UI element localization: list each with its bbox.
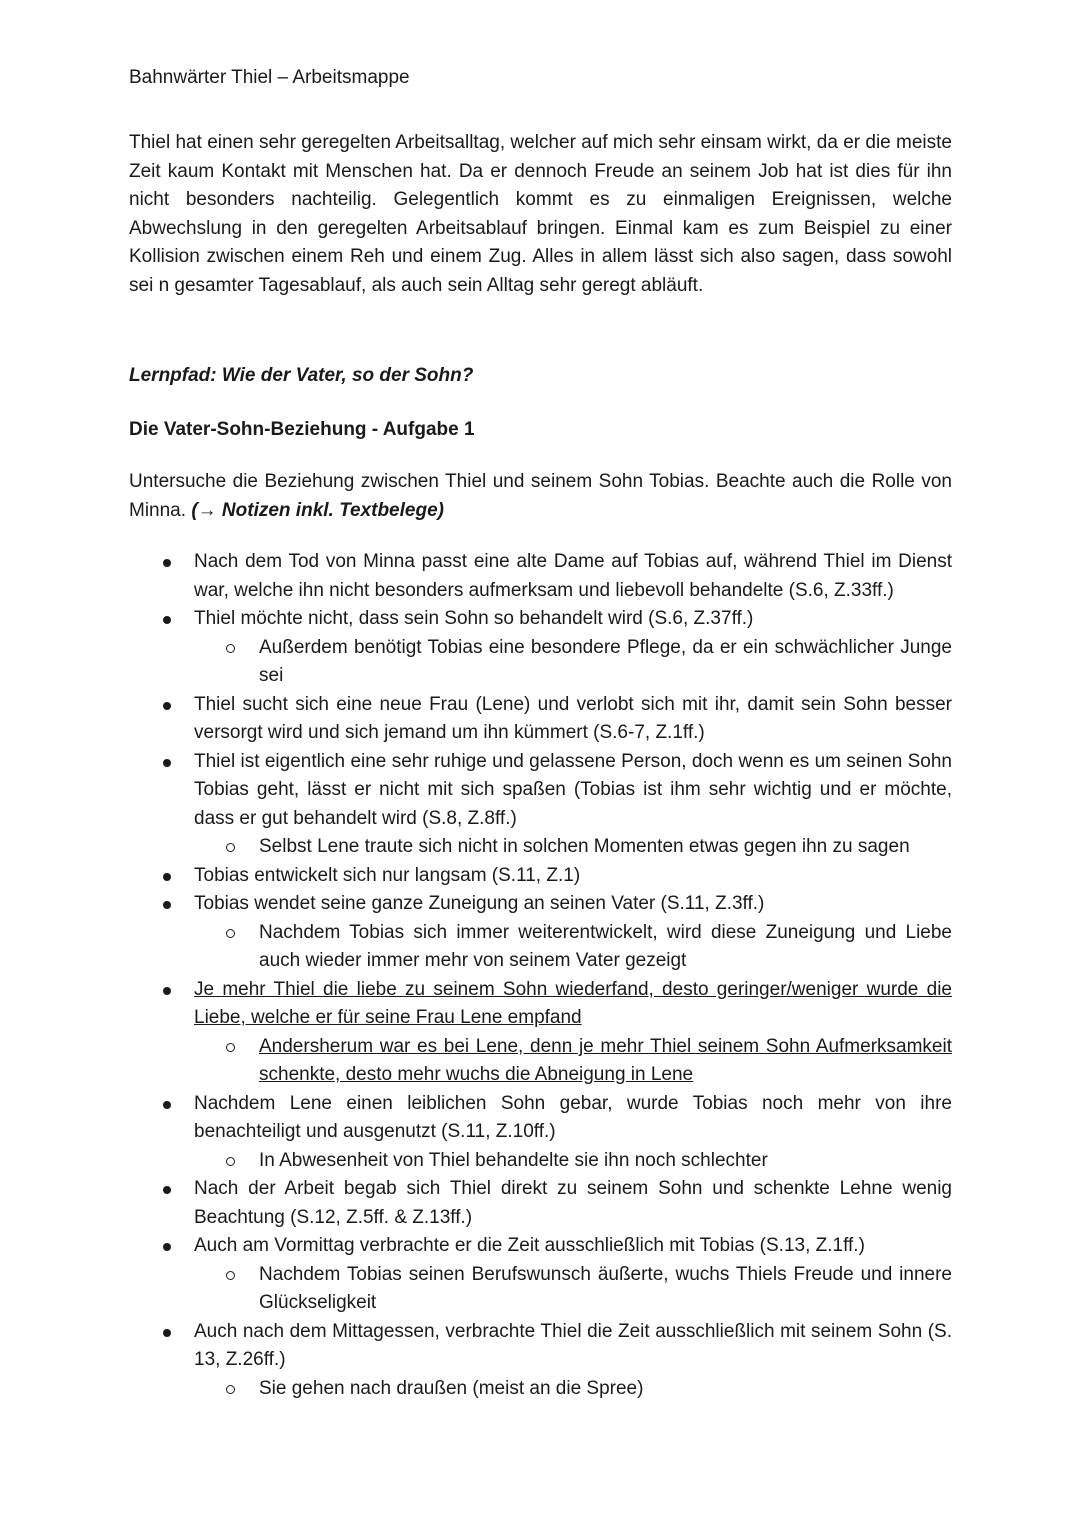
intro-paragraph: Thiel hat einen sehr geregelten Arbeitsalltag, welcher auf mich sehr einsam wirkt, da er die meiste Zeit kaum Kontakt mit Menschen hat. Da er dennoch Freude an seinem Job hat ist dies für ihn nicht besonders nachteilig. Gelegentlich kommt es zu einmaligen Ereignissen, welche Abwechslung in den geregelten Arbeitsablauf bringen. Einmal kam es zum Beispiel zu einer Kollision zwischen einem Reh und einem Zug. Alles in allem lässt sich also sagen, dass sowohl sei n gesamter Tagesablauf, als auch sein Alltag sehr geregt abläuft.	[129, 132, 952, 296]
document-header: Bahnwärter Thiel – Arbeitsmappe	[129, 67, 410, 88]
list-item: Thiel sucht sich eine neue Frau (Lene) und verlobt sich mit ihr, damit sein Sohn besser versorgt wird und sich jemand um ihn kümmert (S.6-7, Z.1ff.)	[194, 691, 952, 748]
task-heading: Die Vater-Sohn-Beziehung - Aufgabe 1	[129, 419, 475, 440]
list-item: Tobias entwickelt sich nur langsam (S.11, Z.1)	[194, 862, 952, 891]
lernpfad-heading: Lernpfad: Wie der Vater, so der Sohn?	[129, 365, 474, 386]
list-item: Nach der Arbeit begab sich Thiel direkt zu seinem Sohn und schenkte Lehne wenig Beachtung (S.12, Z.5ff. & Z.13ff.)	[194, 1175, 952, 1232]
sub-list-item: Selbst Lene traute sich nicht in solchen Momenten etwas gegen ihn zu sagen	[259, 833, 952, 862]
list-item: Nachdem Lene einen leiblichen Sohn gebar, wurde Tobias noch mehr von ihre benachteiligt und ausgenutzt (S.11, Z.10ff.) In Abwesenheit von Thiel behandelte sie ihn noch schlechter	[194, 1090, 952, 1176]
sub-list-item: Sie gehen nach draußen (meist an die Spree)	[259, 1375, 952, 1404]
sub-list-item: Andersherum war es bei Lene, denn je mehr Thiel seinem Sohn Aufmerksamkeit schenkte, desto mehr wuchs die Abneigung in Lene	[259, 1033, 952, 1090]
list-item: Thiel möchte nicht, dass sein Sohn so behandelt wird (S.6, Z.37ff.) Außerdem benötigt Tobias eine besondere Pflege, da er ein schwächlicher Junge sei	[194, 605, 952, 691]
list-item: Auch am Vormittag verbrachte er die Zeit ausschließlich mit Tobias (S.13, Z.1ff.) Nachdem Tobias seinen Berufswunsch äußerte, wuchs Thiels Freude und innere Glückseligkeit	[194, 1232, 952, 1318]
list-item: Thiel ist eigentlich eine sehr ruhige und gelassene Person, doch wenn es um seinen Sohn Tobias geht, lässt er nicht mit sich spaßen (Tobias ist ihm sehr wichtig und er möchte, dass er gut behandelt wird (S.8, Z.8ff.) Selbst Lene traute sich nicht in solchen Momenten etwas gegen ihn zu sagen	[194, 748, 952, 862]
sub-list-item: Nachdem Tobias sich immer weiterentwickelt, wird diese Zuneigung und Liebe auch wieder immer mehr von seinem Vater gezeigt	[259, 919, 952, 976]
list-item: Auch nach dem Mittagessen, verbrachte Thiel die Zeit ausschließlich mit seinem Sohn (S. 13, Z.26ff.) Sie gehen nach draußen (meist an die Spree)	[194, 1318, 952, 1404]
task-text: Untersuche die Beziehung zwischen Thiel und seinem Sohn Tobias. Beachte auch die Rolle von Minna.	[129, 471, 952, 521]
notes-list	[194, 548, 952, 1403]
sub-list-item: In Abwesenheit von Thiel behandelte sie ihn noch schlechter	[259, 1147, 952, 1176]
list-item: Nach dem Tod von Minna passt eine alte Dame auf Tobias auf, während Thiel im Dienst war, welche ihn nicht besonders aufmerksam und liebevoll behandelte (S.6, Z.33ff.)	[194, 548, 952, 605]
sub-list-item: Nachdem Tobias seinen Berufswunsch äußerte, wuchs Thiels Freude und innere Glückseligkeit	[259, 1261, 952, 1318]
task-note: (→ Notizen inkl. Textbelege)	[191, 499, 444, 521]
list-item: Tobias wendet seine ganze Zuneigung an seinen Vater (S.11, Z.3ff.) Nachdem Tobias sich immer weiterentwickelt, wird diese Zuneigung und Liebe auch wieder immer mehr von seinem Vater gezeigt	[194, 890, 952, 976]
sub-list-item: Außerdem benötigt Tobias eine besondere Pflege, da er ein schwächlicher Junge sei	[259, 634, 952, 691]
list-item: Je mehr Thiel die liebe zu seinem Sohn wiederfand, desto geringer/weniger wurde die Liebe, welche er für seine Frau Lene empfand Andersherum war es bei Lene, denn je mehr Thiel seinem Sohn Aufmerksamkeit schenkte, desto mehr wuchs die Abneigung in Lene	[194, 976, 952, 1090]
task-instruction	[129, 468, 952, 525]
